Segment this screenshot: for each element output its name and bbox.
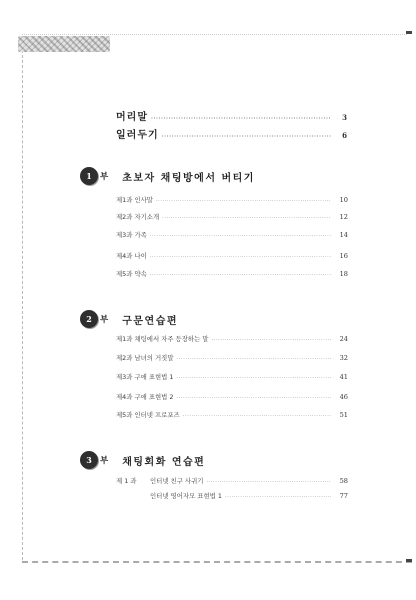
leader-dots — [156, 198, 331, 204]
toc-entry[interactable]: 제2과 자기소개 ····· 12 — [116, 212, 348, 221]
part-number-badge: 3 — [80, 451, 98, 469]
part-title: 채팅회화 연습편 — [122, 456, 206, 468]
leader-dots — [183, 413, 331, 419]
leader-dots — [151, 116, 331, 122]
part-title: 초보자 채팅방에서 버티기 — [122, 172, 255, 184]
chapter-prefix: 제 1 과 — [116, 477, 137, 485]
leader-dots — [211, 337, 331, 343]
part-title: 구문연습편 — [122, 315, 179, 327]
part-number-badge: 1 — [80, 167, 98, 185]
leader-dots — [177, 356, 331, 362]
leader-dots — [150, 254, 331, 260]
part-3-heading: 3 부 채팅회화 연습편 — [80, 450, 205, 470]
part-2-heading: 2 부 구문연습편 — [80, 309, 178, 329]
leader-dots — [162, 215, 331, 221]
part-number-badge: 2 — [80, 310, 98, 328]
toc-entry[interactable]: 제4과 나이 ····· 16 — [116, 251, 348, 260]
toc-entry[interactable]: 제4과 구애 표현법 2 ····· 46 — [116, 392, 348, 401]
toc-entry[interactable]: 제3과 가족 ····· 14 — [116, 230, 348, 239]
leader-dots — [162, 134, 331, 140]
leader-dots — [150, 272, 331, 278]
leader-dots — [176, 375, 331, 381]
toc-entry-preface[interactable]: 머리말 ····· 3 — [116, 108, 348, 123]
leader-dots — [225, 494, 331, 500]
toc-entry[interactable]: 제5과 약속 ····· 18 — [116, 269, 348, 278]
toc-entry[interactable]: 제1과 인사말 ····· 10 — [116, 195, 348, 204]
part-1-heading: 1 부 초보자 채팅방에서 버티기 — [80, 166, 255, 186]
toc-entry[interactable]: 제5과 인터넷 프로포즈 ····· 51 — [116, 410, 348, 419]
toc-entry[interactable]: 인터넷 친구 사귀기 ····· 58 — [150, 476, 348, 485]
toc-entry-notes[interactable]: 일러두기 ····· 6 — [116, 126, 348, 141]
leader-dots — [176, 395, 331, 401]
leader-dots — [206, 479, 331, 485]
toc-entry[interactable]: 제1과 채팅에서 자주 등장하는 말 ····· 24 — [116, 334, 348, 343]
toc-entry[interactable]: 제3과 구애 표현법 1 ····· 41 — [116, 372, 348, 381]
leader-dots — [150, 233, 331, 239]
toc-entry[interactable]: 인터넷 영어자모 표현법 1 ····· 77 — [150, 491, 348, 500]
toc-entry[interactable]: 제2과 남녀의 거짓말 ····· 32 — [116, 353, 348, 362]
